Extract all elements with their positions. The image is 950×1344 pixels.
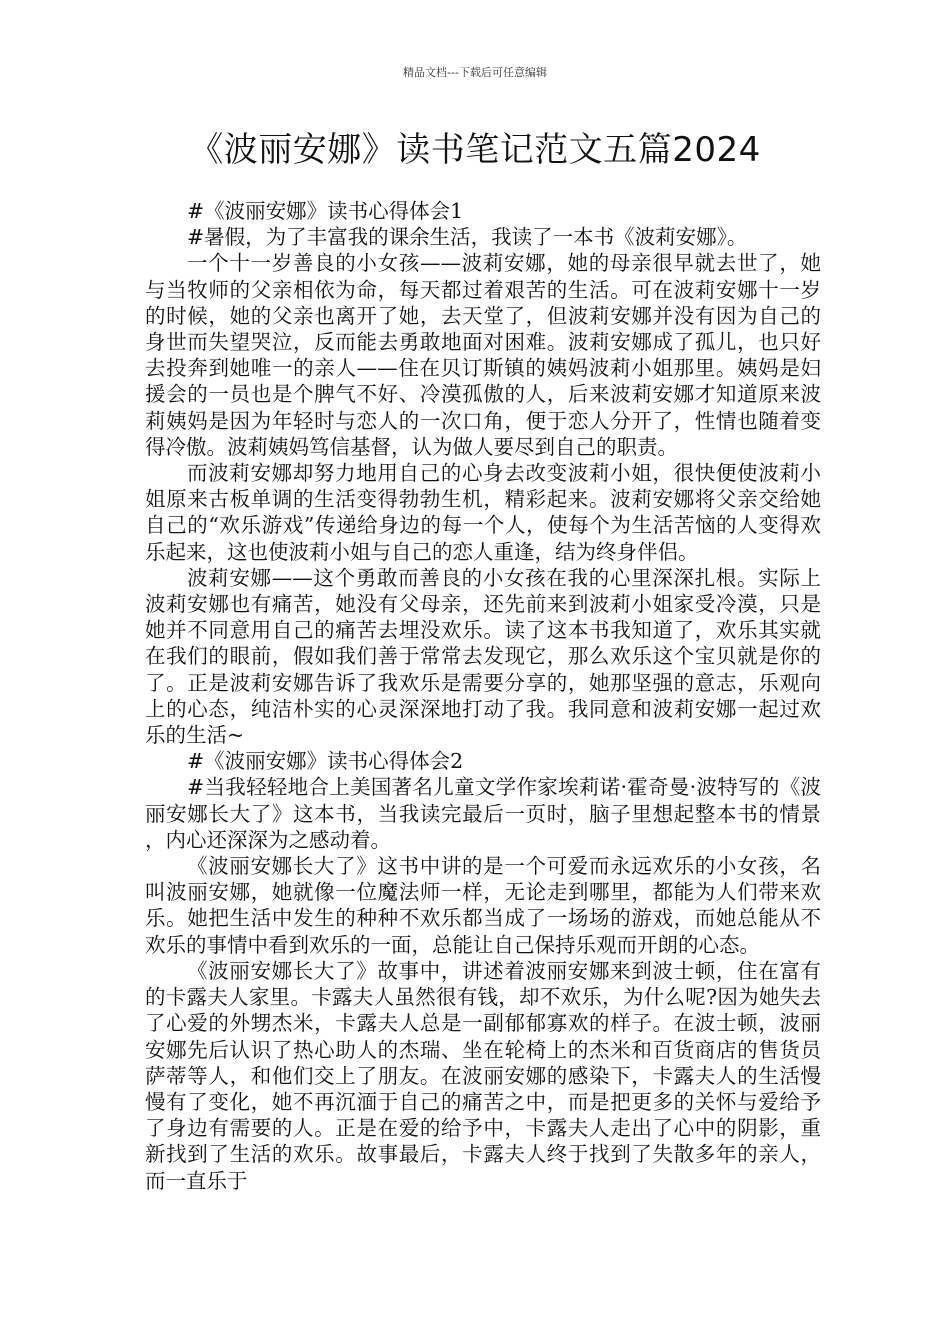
- paragraph: 《波丽安娜长大了》故事中，讲述着波丽安娜来到波士顿，住在富有的卡露夫人家里。卡露夫人虽然很有钱，却不欢乐，为什么呢?因为她失去了心爱的外甥杰米，卡露夫人总是一副郁郁寡欢的样子。在波士顿，波丽安娜先后认识了热心助人的杰瑞、坐在轮椅上的杰米和百货商店的售货员萨蒂等人，和他们交上了朋友。在波丽安娜的感染下，卡露夫人的生活慢慢有了变化，她不再沉湎于自己的痛苦之中，而是把更多的关怀与爱给予了身边有需要的人。正是在爱的给予中，卡露夫人走出了心中的阴影，重新找到了生活的欢乐。故事最后，卡露夫人终于找到了失散多年的亲人，而一直乐于: [145, 958, 821, 1193]
- paragraph: #当我轻轻地合上美国著名儿童文学作家埃莉诺·霍奇曼·波特写的《波丽安娜长大了》这本书，当我读完最后一页时，脑子里想起整本书的情景，内心还深深为之感动着。: [145, 775, 821, 852]
- page-header: 精品文档---下载后可任意编辑: [403, 66, 547, 79]
- paragraph: 《波丽安娜长大了》这书中讲的是一个可爱而永远欢乐的小女孩，名叫波丽安娜，她就像一位魔法师一样，无论走到哪里，都能为人们带来欢乐。她把生活中发生的种种不欢乐都当成了一场场的游戏，而她总能从不欢乐的事情中看到欢乐的一面，总能让自己保持乐观而开朗的心态。: [145, 854, 821, 957]
- paragraph: #暑假，为了丰富我的课余生活，我读了一本书《波莉安娜》。: [187, 225, 748, 250]
- document-body: [145, 198, 821, 1194]
- section-heading-2: #《波丽安娜》读书心得体会2: [187, 749, 464, 774]
- document-title: 《波丽安娜》读书笔记范文五篇2024: [189, 130, 761, 170]
- paragraph: 而波莉安娜却努力地用自己的心身去改变波莉小姐，很快便使波莉小姐原来古板单调的生活变得勃勃生机，精彩起来。波莉安娜将父亲交给她自己的“欢乐游戏”传递给身边的每一个人，使每个为生活苦恼的人变得欢乐起来，这也使波莉小姐与自己的恋人重逢，结为终身伴侣。: [145, 461, 821, 564]
- paragraph: 波莉安娜——这个勇敢而善良的小女孩在我的心里深深扎根。实际上波莉安娜也有痛苦，她没有父母亲，还先前来到波莉小姐家受冷漠，只是她并不同意用自己的痛苦去埋没欢乐。读了这本书我知道了，欢乐其实就在我们的眼前，假如我们善于常常去发现它，那么欢乐这个宝贝就是你的了。正是波莉安娜告诉了我欢乐是需要分享的，她那坚强的意志，乐观向上的心态，纯洁朴实的心灵深深地打动了我。我同意和波莉安娜一起过欢乐的生活~: [145, 565, 821, 748]
- section-heading-1: #《波丽安娜》读书心得体会1: [187, 199, 464, 223]
- paragraph: 一个十一岁善良的小女孩——波莉安娜，她的母亲很早就去世了，她与当牧师的父亲相依为命，每天都过着艰苦的生活。可在波莉安娜十一岁的时候，她的父亲也离开了她，去天堂了，但波莉安娜并没有因为自己的身世而失望哭泣，反而能去勇敢地面对困难。波莉安娜成了孤儿，也只好去投奔到她唯一的亲人——住在贝订斯镇的姨妈波莉小姐那里。姨妈是妇援会的一员也是个脾气不好、冷漠孤傲的人，后来波莉安娜才知道原来波莉姨妈是因为年轻时与恋人的一次口角，便于恋人分开了，性情也随着变得冷傲。波莉姨妈笃信基督，认为做人要尽到自己的职责。: [145, 251, 821, 459]
